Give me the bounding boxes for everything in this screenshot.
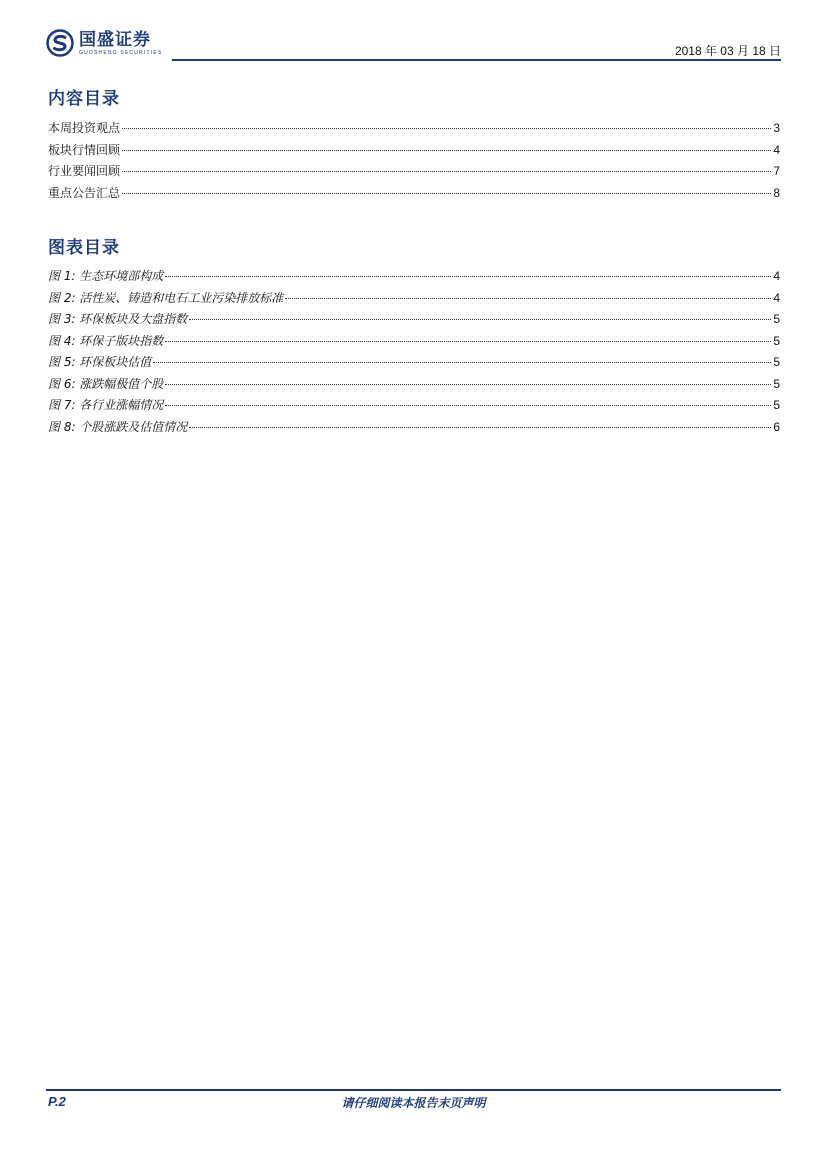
figure-entry-page: 5	[773, 333, 780, 348]
dot-leader	[122, 193, 771, 194]
disclaimer-note: 请仔细阅读本报告末页声明	[341, 1096, 486, 1110]
figure-entry[interactable]	[48, 375, 780, 397]
dot-leader	[153, 362, 771, 363]
page-header	[0, 0, 827, 66]
figure-entry[interactable]	[48, 353, 780, 375]
company-name-en: GUOSHENG SECURITIES	[79, 50, 163, 56]
toc-entry-title: 重点公告汇总	[48, 185, 121, 200]
figure-entry[interactable]	[48, 396, 780, 418]
figure-entry-page: 5	[773, 398, 780, 412]
dot-leader	[165, 384, 771, 385]
report-date: 2018 年 03 月 18 日	[674, 44, 781, 58]
dot-leader	[122, 128, 771, 129]
dot-leader	[165, 276, 771, 277]
figure-entry[interactable]	[48, 267, 780, 289]
figure-entry-page: 5	[773, 312, 780, 326]
figure-entry-page: 5	[773, 355, 780, 369]
toc-entry-title: 板块行情回顾	[48, 142, 121, 157]
header-divider	[172, 59, 781, 61]
figure-entry-title: 图 1: 生态环境部构成	[48, 269, 164, 283]
figure-entry-title: 图 4: 环保子版块指数	[48, 333, 164, 348]
figure-entry-title: 图 6: 涨跌幅极值个股	[48, 376, 164, 391]
toc-entry[interactable]	[48, 162, 780, 184]
footer-divider	[46, 1089, 781, 1091]
toc-entry-title: 本周投资观点	[48, 121, 121, 135]
dot-leader	[189, 427, 771, 428]
dot-leader	[189, 319, 771, 320]
toc-entry-title: 行业要闻回顾	[48, 164, 121, 178]
dot-leader	[285, 298, 771, 299]
dot-leader	[122, 150, 771, 151]
figure-entry[interactable]	[48, 310, 780, 332]
figure-entry[interactable]	[48, 332, 780, 354]
toc-entry-page: 4	[773, 142, 780, 157]
figure-entry[interactable]	[48, 418, 780, 440]
toc-entry-page: 3	[773, 121, 780, 135]
company-logo	[46, 28, 162, 58]
toc-entry-page: 8	[773, 185, 780, 200]
company-name: 国盛证券	[79, 30, 151, 50]
dot-leader	[165, 341, 771, 342]
figures-heading: 图表目录	[48, 238, 120, 258]
figure-entry-page: 6	[773, 419, 780, 434]
figure-entry[interactable]	[48, 289, 780, 311]
figure-entry-title: 图 7: 各行业涨幅情况	[48, 398, 164, 412]
figure-entry-title: 图 3: 环保板块及大盘指数	[48, 312, 188, 326]
figure-entry-page: 5	[773, 376, 780, 391]
figure-entry-page: 4	[773, 269, 780, 283]
page-number: P.2	[48, 1094, 66, 1109]
figure-entry-title: 图 5: 环保板块估值	[48, 355, 152, 369]
figure-entry-title: 图 8: 个股涨跌及估值情况	[48, 419, 188, 434]
toc-entry[interactable]	[48, 119, 780, 141]
toc-entry[interactable]	[48, 141, 780, 163]
company-logo-icon	[46, 29, 74, 57]
contents-list	[48, 119, 780, 205]
figures-list	[48, 267, 780, 439]
figure-entry-title: 图 2: 活性炭、铸造和电石工业污染排放标准	[48, 290, 284, 305]
contents-heading: 内容目录	[48, 89, 120, 109]
toc-entry[interactable]	[48, 184, 780, 206]
dot-leader	[165, 405, 771, 406]
toc-entry-page: 7	[773, 164, 780, 178]
dot-leader	[122, 171, 771, 172]
figure-entry-page: 4	[773, 290, 780, 305]
